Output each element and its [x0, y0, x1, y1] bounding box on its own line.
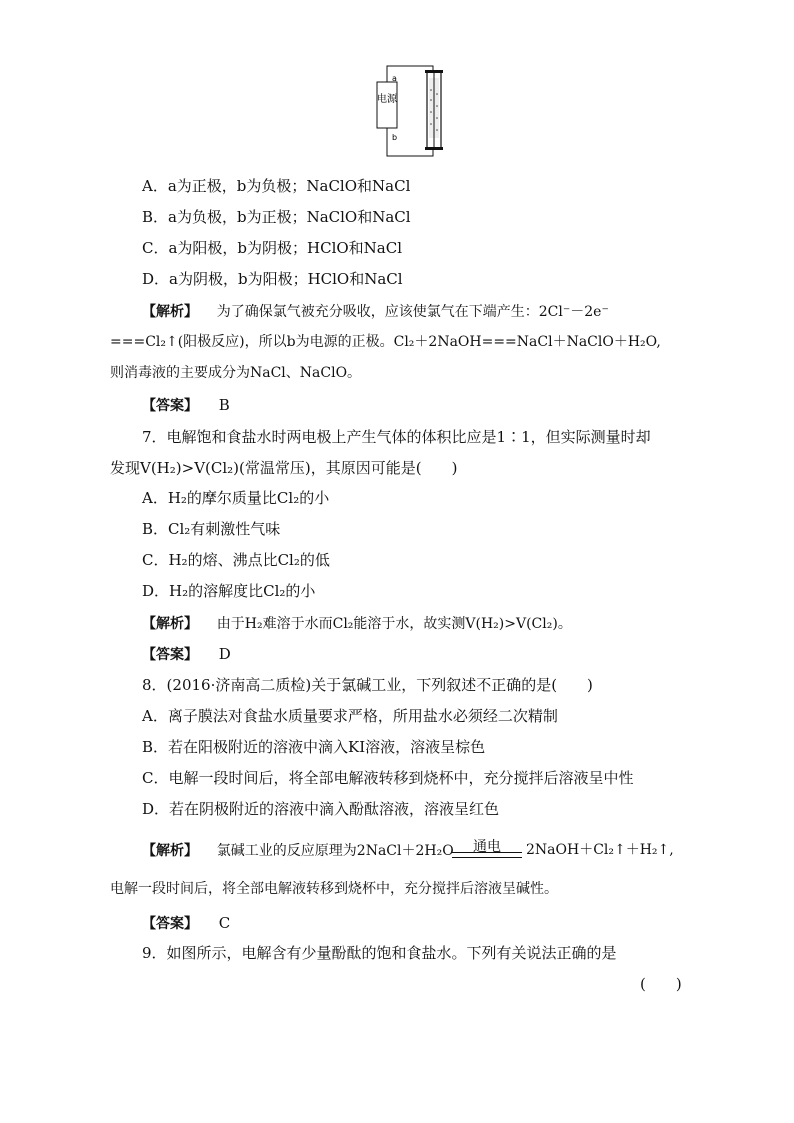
q8-analysis-line2: 电解一段时间后，将全部电解液转移到烧杯中，充分搅拌后溶液呈碱性。 — [110, 881, 558, 897]
q8-option-d: D．若在阴极附近的溶液中滴入酚酞溶液，溶液呈红色 — [142, 800, 500, 818]
electrolysis-apparatus-figure — [375, 60, 450, 160]
q8-stem: 8．(2016·济南高二质检)关于氯碱工业，下列叙述不正确的是( ) — [142, 676, 593, 694]
q6-analysis-line1 — [142, 301, 609, 322]
q8-analysis-line1 — [142, 840, 454, 861]
q7-option-d: D．H₂的溶解度比Cl₂的小 — [142, 582, 316, 600]
q8-option-b: B．若在阳极附近的溶液中滴入KI溶液，溶液呈棕色 — [142, 738, 486, 756]
q8-analysis-products: 2NaOH＋Cl₂↑＋H₂↑, — [526, 842, 674, 858]
q6-option-c: C．a为阳极，b为阴极；HClO和NaCl — [142, 239, 403, 257]
q6-answer — [142, 395, 230, 416]
q7-analysis — [142, 613, 572, 634]
q8-option-c: C．电解一段时间后，将全部电解液转移到烧杯中，充分搅拌后溶液呈中性 — [142, 769, 634, 787]
answer-tag: 【答案】 — [142, 398, 198, 414]
q9-answer-paren: ( ) — [640, 975, 682, 993]
q7-stem-line1: 7．电解饱和食盐水时两电极上产生气体的体积比应是1∶1，但实际测量时却 — [142, 428, 651, 446]
power-source-label: 电源 — [377, 94, 397, 105]
answer-value: C — [218, 914, 231, 932]
q7-option-a: A．H₂的摩尔质量比Cl₂的小 — [142, 489, 330, 507]
analysis-text: 氯碱工业的反应原理为2NaCl＋2H₂O — [216, 843, 454, 859]
answer-value: B — [218, 396, 230, 414]
condition-label: 通电 — [473, 839, 501, 855]
answer-tag: 【答案】 — [142, 916, 198, 932]
q6-analysis-line3: 则消毒液的主要成分为NaCl、NaClO。 — [110, 365, 362, 381]
q7-option-b: B．Cl₂有刺激性气味 — [142, 520, 281, 538]
q6-option-d: D．a为阴极，b为阳极；HClO和NaCl — [142, 270, 403, 288]
analysis-text: 为了确保氯气被充分吸收，应该使氯气在下端产生：2Cl⁻－2e⁻ — [216, 304, 609, 320]
terminal-b-label: b — [392, 133, 398, 142]
q6-analysis-line2: ===Cl₂↑(阳极反应)，所以b为电源的正极。Cl₂＋2NaOH===NaCl＋NaClO＋H₂O, — [110, 334, 661, 350]
q8-option-a: A．离子膜法对食盐水质量要求严格，所用盐水必须经二次精制 — [142, 707, 558, 725]
analysis-tag: 【解析】 — [142, 843, 198, 859]
q6-option-a: A．a为正极，b为负极；NaClO和NaCl — [142, 177, 411, 195]
analysis-tag: 【解析】 — [142, 616, 198, 632]
q9-stem: 9．如图所示，电解含有少量酚酞的饱和食盐水。下列有关说法正确的是 — [142, 944, 617, 962]
power-source-box — [377, 82, 397, 128]
answer-tag: 【答案】 — [142, 647, 198, 663]
q8-answer — [142, 913, 230, 934]
equals-bar — [452, 852, 522, 858]
answer-value: D — [218, 645, 231, 663]
terminal-a-label: a — [392, 74, 397, 83]
q7-stem-line2: 发现V(H₂)>V(Cl₂)(常温常压)，其原因可能是( ) — [110, 459, 458, 477]
analysis-tag: 【解析】 — [142, 304, 198, 320]
q7-option-c: C．H₂的熔、沸点比Cl₂的低 — [142, 551, 330, 569]
q6-option-b: B．a为负极，b为正极；NaClO和NaCl — [142, 208, 411, 226]
analysis-text: 由于H₂难溶于水而Cl₂能溶于水，故实测V(H₂)>V(Cl₂)。 — [216, 616, 572, 632]
q7-answer — [142, 644, 231, 665]
